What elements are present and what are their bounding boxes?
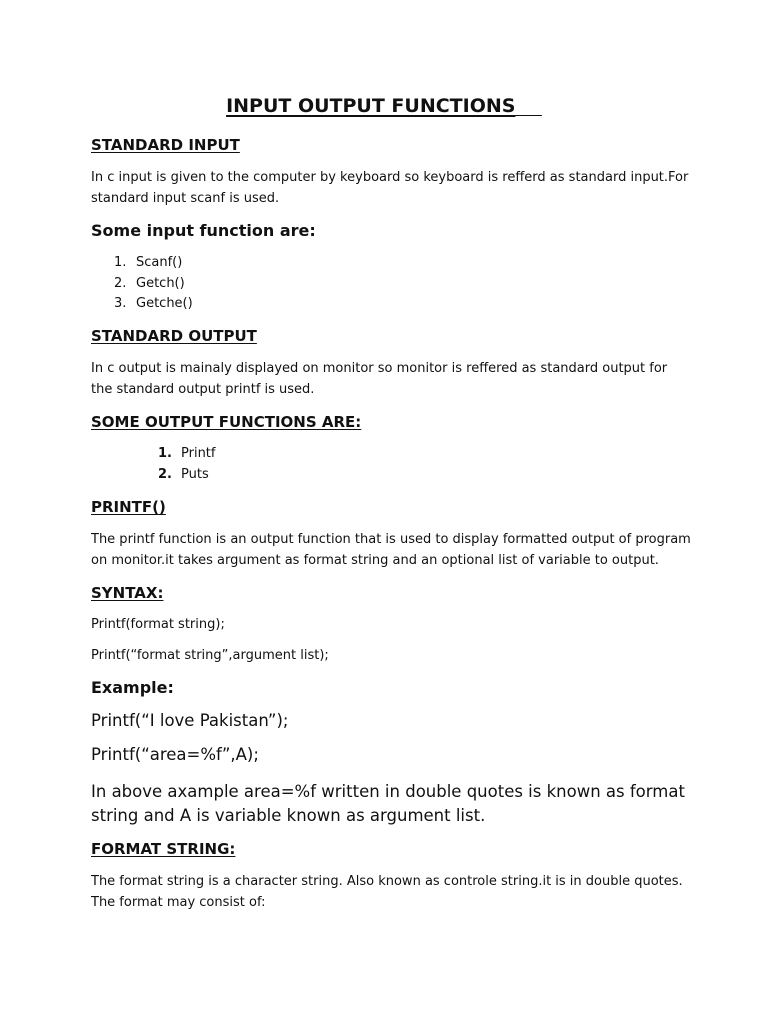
standard-output-paragraph: In c output is mainaly displayed on monitor so monitor is reffered as standard output for the standard output printf is used. [91,361,668,397]
example-line-2: Printf(“area=%f”,A); [91,745,259,764]
input-functions-heading: Some input function are: [91,221,316,240]
list-item-number: 1. [114,255,127,270]
format-string-heading: FORMAT STRING: [91,840,236,858]
format-string-paragraph: The format string is a character string. Also known as controle string.it is in double quotes. The format may consist of: [91,874,683,910]
standard-output-heading: STANDARD OUTPUT [91,327,257,345]
example-line-1: Printf(“I love Pakistan”); [91,711,289,730]
standard-input-paragraph: In c input is given to the computer by keyboard so keyboard is refferd as standard input.For standard input scanf is used. [91,170,689,206]
example-heading: Example: [91,678,174,697]
list-item: Puts [181,467,209,482]
list-item-number: 3. [114,296,127,311]
list-item: Printf [181,446,216,461]
page-title: INPUT OUTPUT FUNCTIONS [226,95,516,117]
list-item: Getche() [136,296,193,311]
list-item-number: 1. [158,446,172,461]
syntax-heading: SYNTAX: [91,584,164,602]
example-explanation: In above axample area=%f written in double quotes is known as format string and A is variable known as argument list. [91,782,685,825]
printf-paragraph: The printf function is an output function that is used to display formatted output of program on monitor.it takes argument as format string and an optional list of variable to output. [91,532,691,568]
syntax-line-1: Printf(format string); [91,617,225,632]
list-item-number: 2. [158,467,172,482]
list-item-number: 2. [114,276,127,291]
syntax-line-2: Printf(“format string”,argument list); [91,648,329,663]
standard-input-heading: STANDARD INPUT [91,136,240,154]
printf-heading: PRINTF() [91,498,166,516]
list-item: Scanf() [136,255,183,270]
list-item: Getch() [136,276,185,291]
output-functions-heading: SOME OUTPUT FUNCTIONS ARE: [91,413,362,431]
